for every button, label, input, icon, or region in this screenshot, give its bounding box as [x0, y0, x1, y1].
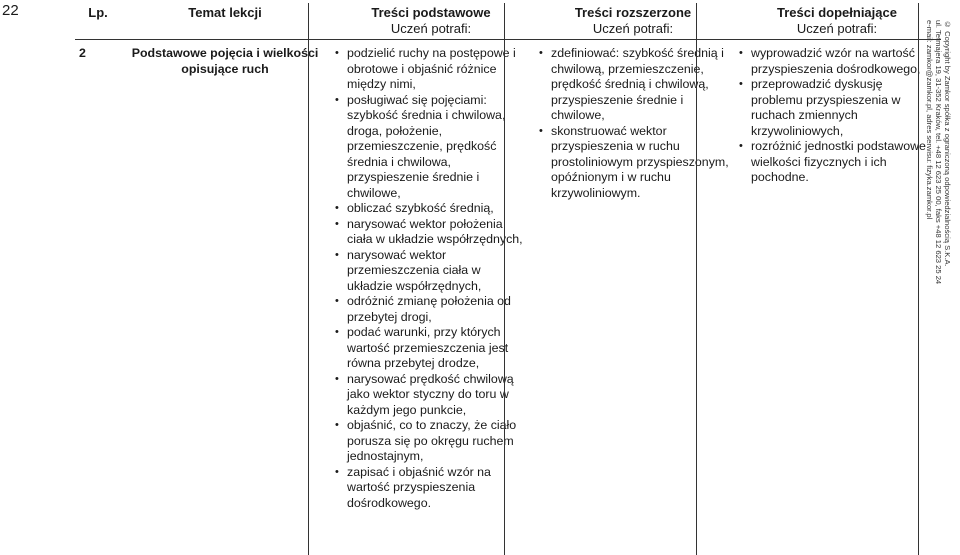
- list-item: • rozróżnić jednostki podstawowe wielkości fizycznych i ich pochodne.: [737, 139, 937, 186]
- list-item: • objaśnić, co to znaczy, że ciało porusza się po okręgu ruchem jednostajnym,: [333, 418, 529, 465]
- copyright-line: © Copyright by Zamkor spółka z ograniczoną odpowiedzialnością S.K.A.: [943, 20, 952, 267]
- header-lp-label: Lp.: [88, 5, 108, 20]
- column-divider: [308, 3, 309, 555]
- list-item: • obliczać szybkość średnią,: [333, 201, 529, 217]
- copyright-notice: [925, 20, 952, 320]
- header-basic: [329, 3, 533, 40]
- list-item: • narysować wektor położenia ciała w układzie współrzędnych,: [333, 217, 529, 248]
- list-item: • posługiwać się pojęciami: szybkość średnia i chwilowa, droga, położenie, przemieszczenie, prędkość średnia i chwilowa, przyspieszenie średnie i chwilowe,: [333, 93, 529, 202]
- row-basic-cell: [329, 40, 533, 512]
- table-row: [75, 40, 941, 512]
- advanced-list: [737, 46, 937, 186]
- basic-list: [333, 46, 529, 511]
- header-advanced-sub: Uczeń potrafi:: [796, 21, 878, 36]
- header-topic-label: Temat lekcji: [188, 5, 262, 20]
- extended-list: [537, 46, 729, 201]
- list-item: • podzielić ruchy na postępowe i obrotowe i objaśnić różnice między nimi,: [333, 46, 529, 93]
- list-item: • odróżnić zmianę położenia od przebytej drogi,: [333, 294, 529, 325]
- list-item: • narysować prędkość chwilową jako wektor styczny do toru w każdym jego punkcie,: [333, 372, 529, 419]
- row-advanced-cell: [733, 40, 941, 512]
- curriculum-table: [75, 3, 941, 511]
- header-extended-title: Treści rozszerzone: [574, 5, 692, 20]
- list-item: • podać warunki, przy których wartość przemieszczenia jest równa przebytej drodze,: [333, 325, 529, 372]
- header-lp: [75, 3, 121, 40]
- header-row: [75, 3, 941, 40]
- list-item: • przeprowadzić dyskusję problemu przyspieszenia w ruchach zmiennych krzywoliniowych,: [737, 77, 937, 139]
- header-extended: [533, 3, 733, 40]
- column-divider: [504, 3, 505, 555]
- column-divider: [696, 3, 697, 555]
- row-extended-cell: [533, 40, 733, 512]
- column-divider: [918, 3, 919, 555]
- list-item: • wyprowadzić wzór na wartość przyspieszenia dośrodkowego,: [737, 46, 937, 77]
- header-basic-sub: Uczeń potrafi:: [390, 21, 472, 36]
- list-item: • zdefiniować: szybkość średnią i chwilową, przemieszczenie, prędkość średnią i chwilową, przyspieszenie średnie i chwilowe,: [537, 46, 729, 124]
- header-extended-sub: Uczeń potrafi:: [592, 21, 674, 36]
- page-number: 22: [2, 2, 19, 19]
- row-lp: 2: [79, 46, 86, 60]
- header-advanced-title: Treści dopełniające: [777, 5, 897, 20]
- header-advanced: [733, 3, 941, 40]
- row-topic: Podstawowe pojęcia i wielkości opisujące ruch: [131, 46, 319, 76]
- header-basic-title: Treści podstawowe: [371, 5, 491, 20]
- copyright-line: e-mail: zamkor@zamkor.pl, adres serwisu: fizyka.zamkor.pl: [925, 20, 934, 220]
- list-item: • skonstruować wektor przyspieszenia w ruchu prostoliniowym przyspieszonym, opóźnionym i w ruchu krzywoliniowym.: [537, 124, 729, 202]
- copyright-line: ul. Tetmajera 19, 31-352 Kraków, tel. +48 12 623 25 00, faks +48 12 623 25 24: [934, 20, 943, 285]
- list-item: • narysować wektor przemieszczenia ciała w układzie współrzędnych,: [333, 248, 529, 295]
- header-topic: [121, 3, 329, 40]
- list-item: • zapisać i objaśnić wzór na wartość przyspieszenia dośrodkowego.: [333, 465, 529, 512]
